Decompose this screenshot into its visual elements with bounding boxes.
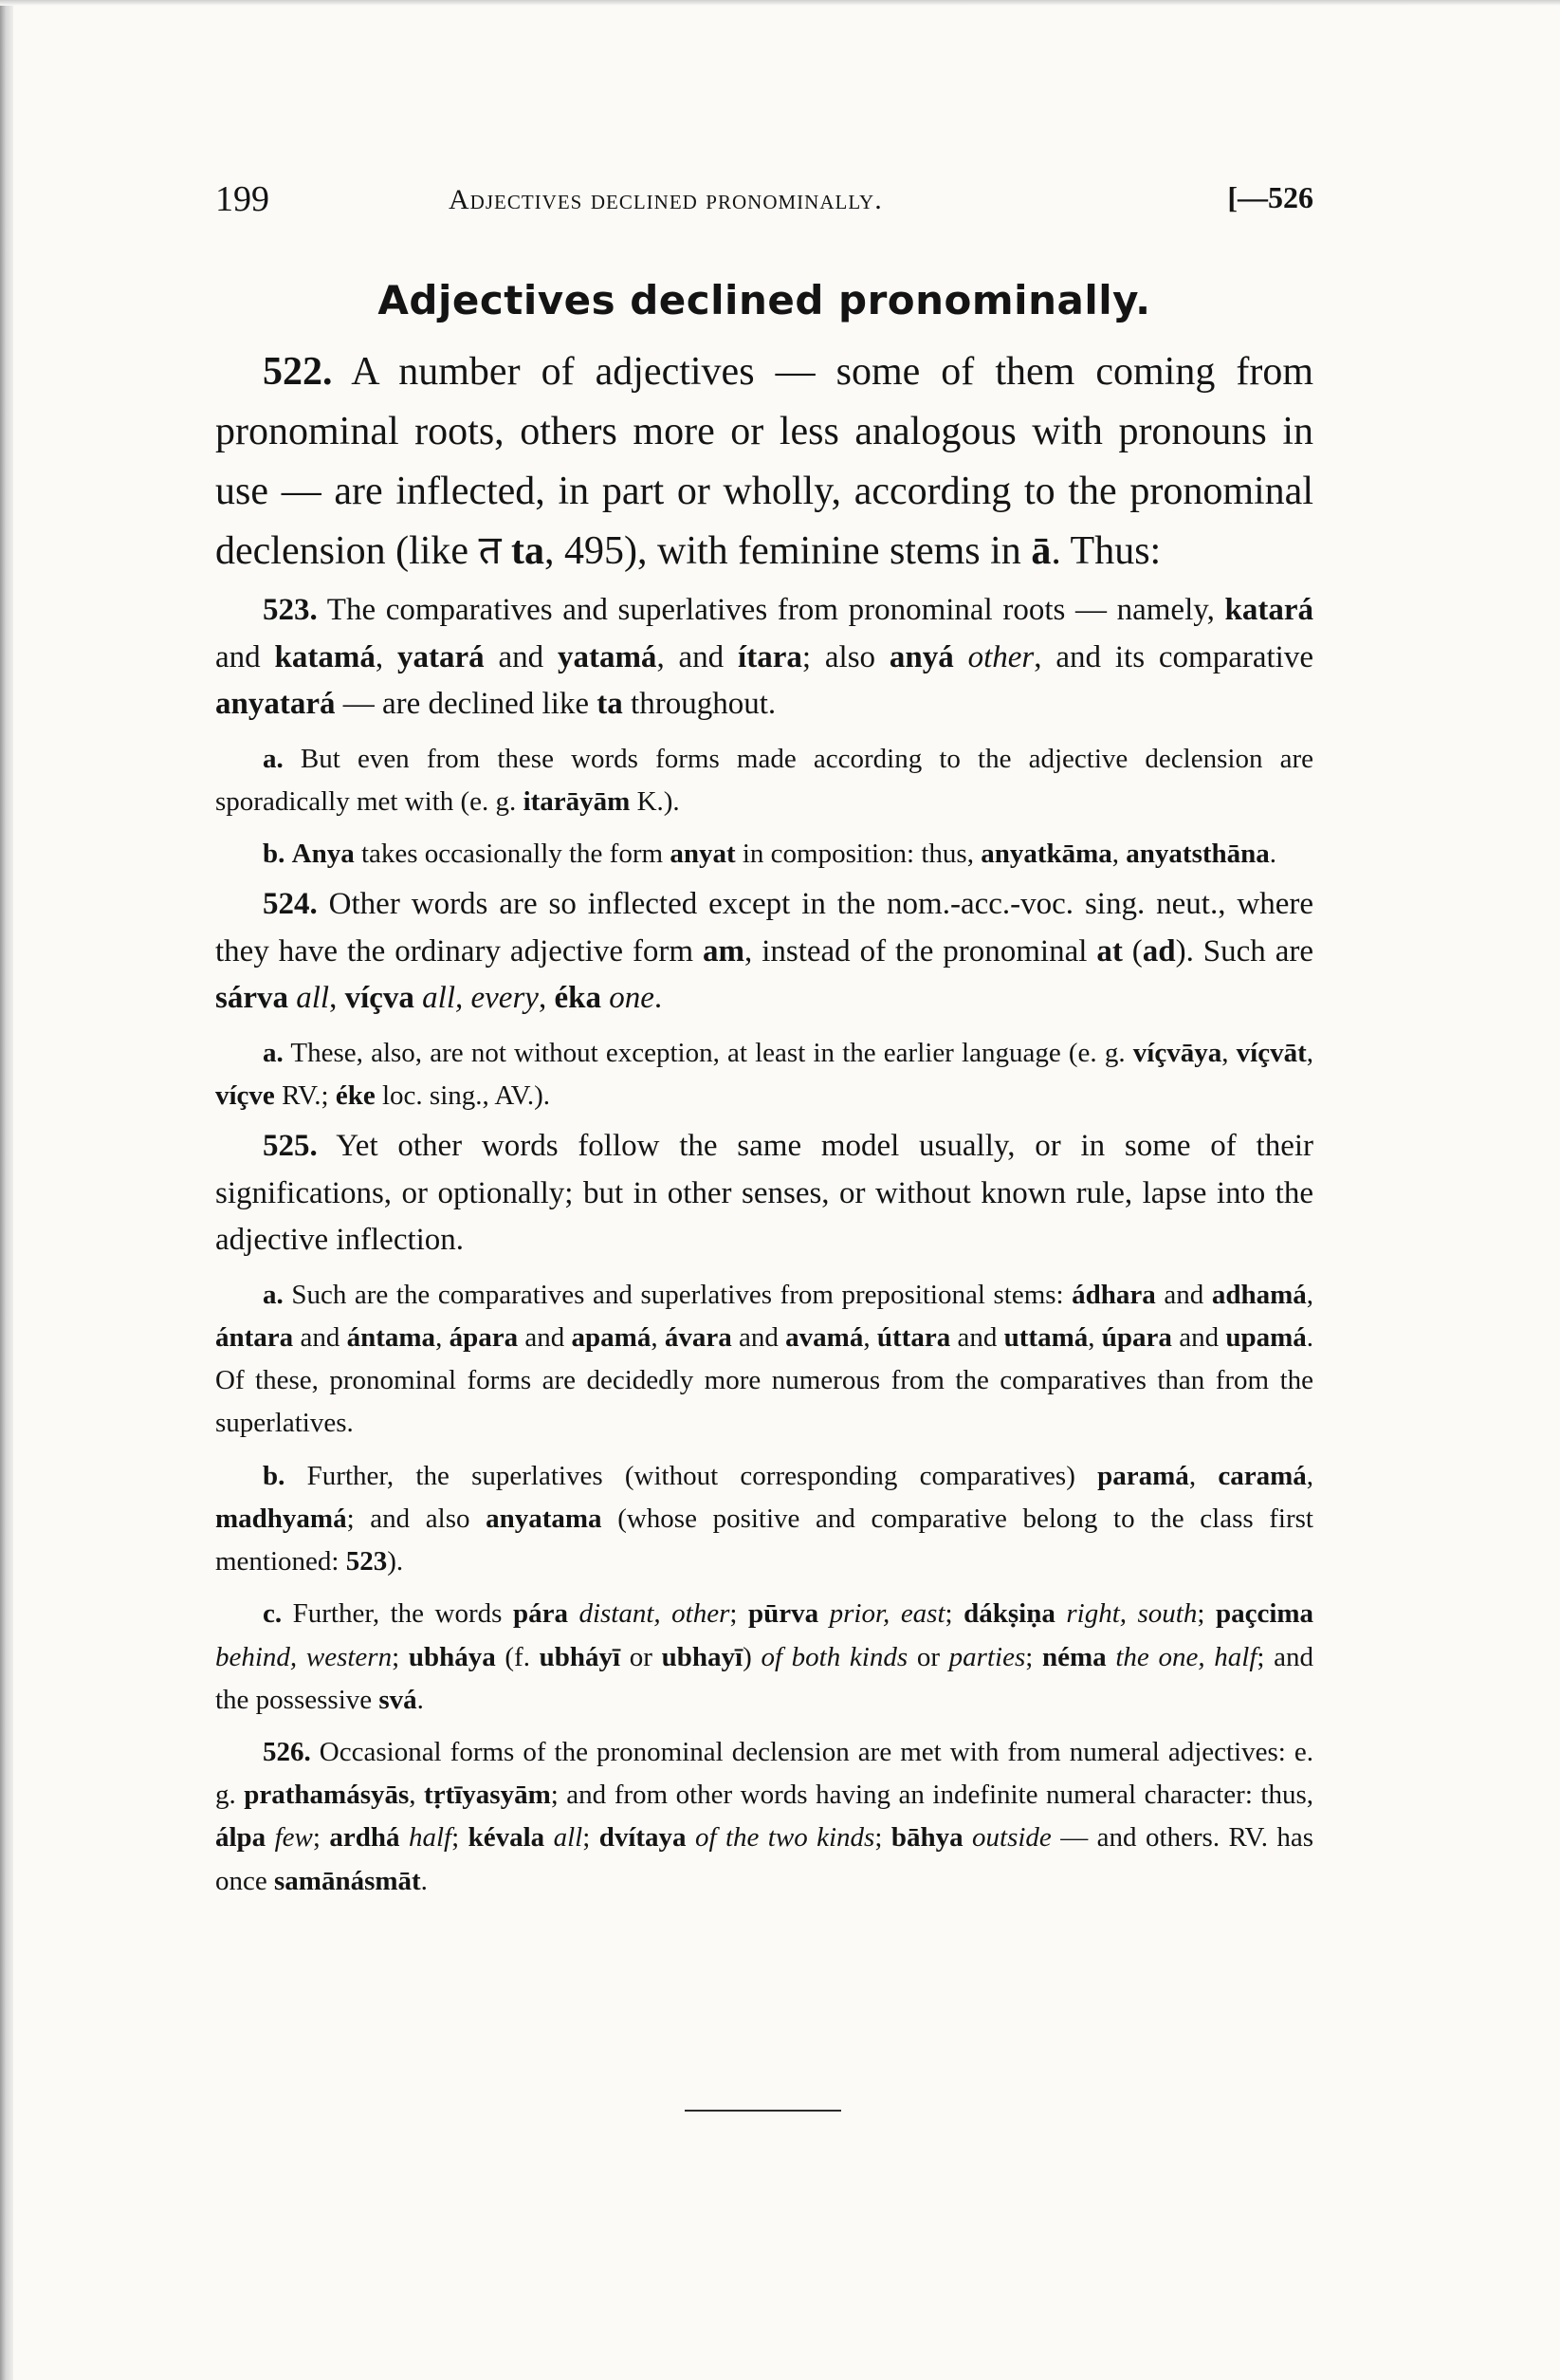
text-span: and	[518, 1321, 572, 1353]
sanskrit-term: ā	[1031, 529, 1052, 573]
sanskrit-term: ubháya	[408, 1641, 496, 1672]
text-span: ,	[409, 1780, 425, 1811]
subparagraph-mark: a.	[263, 1279, 284, 1310]
text-span	[284, 839, 291, 869]
text-span: ; and also	[346, 1503, 486, 1534]
gloss: all	[553, 1822, 583, 1854]
gloss: half	[408, 1822, 452, 1854]
sanskrit-term: kévala	[468, 1822, 545, 1854]
text-span: and	[215, 639, 275, 674]
sanskrit-term: caramá	[1218, 1460, 1307, 1491]
sanskrit-term: víçve	[215, 1079, 275, 1111]
sanskrit-term: ávara	[664, 1321, 732, 1353]
text-span: and	[293, 1321, 347, 1353]
text-span: ,	[1306, 1037, 1313, 1068]
text-span: The comparatives and superlatives from pronominal roots — namely,	[317, 593, 1225, 627]
text-span: , 495), with feminine stems in	[544, 529, 1032, 573]
sanskrit-term: sárva	[215, 981, 288, 1016]
gloss: of the two kinds	[694, 1822, 875, 1854]
sanskrit-term: éka	[554, 981, 601, 1016]
sanskrit-term: katamá	[274, 639, 376, 674]
sanskrit-term: pára	[512, 1598, 568, 1630]
gloss: of both kinds	[761, 1641, 908, 1672]
page-number: 199	[215, 179, 269, 219]
sanskrit-term: víçva	[344, 981, 414, 1016]
text-span: RV.;	[274, 1079, 336, 1111]
sanskrit-term: ádhara	[1072, 1279, 1156, 1310]
sanskrit-term: éke	[335, 1079, 376, 1111]
text-span: ; and from other words having an indefinite numeral character: thus,	[550, 1780, 1313, 1811]
text-span: ;	[945, 1598, 964, 1630]
gloss: the one, half	[1115, 1641, 1257, 1672]
text-span: ,	[538, 981, 555, 1016]
text-span: and	[1171, 1321, 1226, 1353]
subparagraph-mark: a.	[263, 1037, 284, 1068]
sanskrit-term: anyatará	[215, 687, 336, 721]
paragraph-number: 522.	[263, 350, 333, 394]
sanskrit-term: anyat	[670, 838, 736, 869]
sanskrit-term: itarāyām	[523, 785, 631, 817]
text-span: (whose positive and comparative belong to the class first mentioned:	[215, 1503, 1313, 1577]
sanskrit-term: ardhá	[329, 1822, 400, 1854]
sanskrit-term: anyatkāma	[981, 838, 1112, 869]
text-span: Occasional forms of the pronominal declension are met with from numeral adjectives: e. g.	[215, 1737, 1313, 1811]
sanskrit-term: víçvāt	[1236, 1037, 1307, 1068]
section-end-rule	[685, 2110, 841, 2112]
gloss: few	[274, 1822, 313, 1854]
subparagraph-mark: a.	[263, 743, 284, 774]
subparagraph-523a	[215, 738, 1313, 823]
text-span: throughout.	[622, 687, 777, 721]
text-span: .	[420, 1865, 428, 1896]
text-span: ). Such are	[1175, 933, 1314, 969]
text-span: . Thus:	[1051, 529, 1162, 573]
gloss: distant, other	[578, 1598, 730, 1630]
sanskrit-term: ubháyī	[539, 1641, 621, 1672]
text-span: loc. sing., AV.).	[375, 1079, 550, 1111]
subparagraph-525a	[215, 1274, 1313, 1446]
text-span: in composition: thus,	[735, 838, 982, 869]
text-span: )	[743, 1641, 762, 1672]
sanskrit-term: yatará	[396, 639, 485, 674]
text-span: Such are the comparatives and superlatives from prepositional stems:	[283, 1279, 1073, 1310]
section-range: [—526	[1227, 180, 1313, 214]
text-span: ,	[1306, 1279, 1313, 1310]
text-span: ;	[874, 1822, 891, 1854]
text-span: , and	[656, 639, 739, 674]
sanskrit-term: Anya	[291, 838, 355, 869]
paragraph-524	[215, 881, 1313, 1023]
sanskrit-term: víçvāya	[1132, 1037, 1222, 1068]
devanagari-glyph: त	[478, 529, 502, 573]
running-header	[215, 178, 1313, 226]
text-span: ;	[312, 1822, 330, 1854]
paragraph-525	[215, 1123, 1313, 1264]
sanskrit-term: samānásmāt	[274, 1865, 421, 1896]
text-span: or	[620, 1641, 662, 1672]
text-span: ,	[651, 1321, 665, 1353]
paragraph-number: 523.	[263, 593, 318, 627]
text-span: (f.	[495, 1641, 540, 1672]
sanskrit-term: apamá	[571, 1321, 652, 1353]
text-span: ;	[392, 1641, 409, 1672]
sanskrit-term: yatamá	[557, 639, 657, 674]
sanskrit-term: upamá	[1225, 1321, 1307, 1353]
text-span: ;	[1025, 1641, 1042, 1672]
text-span: A number of adjectives — some of them coming from pronominal roots, others more or less analogous with pronouns in use — are inflected, in part or wholly, according to the pronominal declension (like	[215, 350, 1313, 573]
gloss: prior, east	[829, 1598, 945, 1630]
text-span: ).	[387, 1546, 404, 1577]
sanskrit-term: ápara	[449, 1321, 519, 1353]
sanskrit-term: ad	[1142, 933, 1176, 969]
sanskrit-term: ántara	[215, 1321, 294, 1353]
subparagraph-mark: b.	[263, 838, 285, 869]
text-span: .	[1269, 838, 1277, 869]
text-span: ,	[435, 1321, 450, 1353]
subparagraph-525b	[215, 1455, 1313, 1584]
sanskrit-term: anyá	[889, 639, 954, 674]
text-span: ;	[451, 1822, 468, 1854]
sanskrit-term: paçcima	[1215, 1598, 1314, 1630]
text-span: ,	[375, 639, 397, 674]
sanskrit-term: am	[703, 933, 745, 969]
text-span: K.).	[630, 785, 680, 817]
gloss: other	[967, 639, 1035, 674]
cross-reference: 523	[345, 1546, 388, 1577]
text-span: But even from these words forms made according to the adjective declension are sporadically met with (e. g.	[215, 743, 1313, 817]
sanskrit-term: uttamá	[1003, 1321, 1089, 1353]
sanskrit-term: pūrva	[747, 1598, 819, 1630]
text-span: and	[950, 1321, 1004, 1353]
text-span: ,	[1188, 1460, 1219, 1491]
sanskrit-term: úttara	[876, 1321, 951, 1353]
sanskrit-term: anyatama	[486, 1503, 602, 1534]
sanskrit-term: néma	[1041, 1641, 1107, 1672]
subparagraph-523b	[215, 833, 1313, 876]
text-span: and	[1155, 1279, 1212, 1310]
sanskrit-term: svá	[378, 1684, 417, 1715]
gloss: all	[296, 981, 330, 1016]
page-body	[215, 277, 1313, 1903]
sanskrit-term: bāhya	[890, 1822, 964, 1854]
sanskrit-term: madhyamá	[215, 1503, 347, 1534]
text-span: Other words are so inflected except in the nom.-acc.-voc. sing. neut., where they have the ordinary adjective form	[215, 887, 1313, 969]
text-span: , and its comparative	[1034, 639, 1313, 674]
sanskrit-term: prathamásyās	[244, 1780, 410, 1811]
sanskrit-term: álpa	[215, 1822, 266, 1854]
sanskrit-term: at	[1096, 933, 1123, 969]
paragraph-526	[215, 1731, 1313, 1903]
running-title: Adjectives declined pronominally.	[449, 184, 883, 215]
sanskrit-term: katará	[1224, 593, 1313, 627]
sanskrit-term: ubhayī	[661, 1641, 743, 1672]
paragraph-number: 526.	[263, 1737, 311, 1768]
sanskrit-term: anyatsthāna	[1126, 838, 1270, 869]
text-span: ,	[329, 981, 345, 1016]
subparagraph-525c	[215, 1593, 1313, 1722]
text-span: (	[1122, 933, 1143, 969]
text-span: .	[416, 1684, 424, 1715]
paragraph-number: 524.	[263, 887, 318, 922]
gloss: all, every	[422, 981, 539, 1016]
text-span: ,	[1111, 838, 1127, 869]
text-span: .	[653, 981, 663, 1016]
text-span: . Of these, pronominal forms are decidedly more numerous from the comparatives than from the superlatives.	[215, 1321, 1314, 1439]
text-span: ,	[863, 1321, 877, 1353]
sanskrit-term: avamá	[785, 1321, 864, 1353]
text-span: ;	[1197, 1598, 1216, 1630]
gloss: one	[609, 981, 654, 1016]
text-span: , instead of the pronominal	[744, 933, 1097, 969]
sanskrit-term: tṛtīyasyām	[424, 1780, 551, 1811]
text-span: ; and the possessive	[215, 1641, 1313, 1715]
paragraph-number: 525.	[263, 1129, 318, 1164]
text-span: ,	[1088, 1321, 1102, 1353]
text-span: Further, the words	[282, 1598, 513, 1630]
sanskrit-term: ta	[596, 687, 623, 721]
section-heading: Adjectives declined pronominally.	[377, 277, 1151, 323]
subparagraph-524a	[215, 1032, 1313, 1117]
text-span: — and others. RV. has once	[215, 1822, 1314, 1896]
subparagraph-mark: b.	[263, 1460, 285, 1491]
text-span: — are declined like	[335, 687, 597, 721]
text-span: and	[484, 639, 558, 674]
text-span: Further, the superlatives (without corresponding comparatives)	[284, 1460, 1098, 1491]
text-span: ;	[729, 1598, 748, 1630]
text-span: Yet other words follow the same model usually, or in some of their significations, or optionally; but in other senses, or without known rule, lapse into the adjective inflection.	[215, 1129, 1313, 1258]
gloss: right, south	[1066, 1598, 1198, 1630]
text-span: ; also	[801, 639, 890, 674]
sanskrit-term: adhamá	[1211, 1279, 1307, 1310]
text-span: ;	[582, 1822, 599, 1854]
text-span: takes occasionally the form	[354, 838, 670, 869]
text-span: ,	[1306, 1460, 1313, 1491]
paragraph-522	[215, 342, 1313, 581]
text-span: and	[731, 1321, 786, 1353]
gloss: behind, western	[215, 1641, 393, 1672]
gloss: parties	[948, 1641, 1026, 1672]
text-span: ,	[1221, 1037, 1237, 1068]
gloss: outside	[972, 1822, 1052, 1854]
sanskrit-term: paramá	[1097, 1460, 1189, 1491]
sanskrit-term: ántama	[346, 1321, 436, 1353]
text-span: These, also, are not without exception, at least in the earlier language (e. g.	[283, 1037, 1133, 1068]
sanskrit-term: ta	[511, 529, 545, 573]
sanskrit-term: dvítaya	[598, 1822, 687, 1854]
sanskrit-term: úpara	[1101, 1321, 1172, 1353]
subparagraph-mark: c.	[263, 1598, 283, 1630]
paragraph-523	[215, 587, 1313, 729]
sanskrit-term: ítara	[738, 639, 802, 674]
sanskrit-term: dákṣiṇa	[964, 1598, 1055, 1630]
text-span: or	[908, 1641, 949, 1672]
